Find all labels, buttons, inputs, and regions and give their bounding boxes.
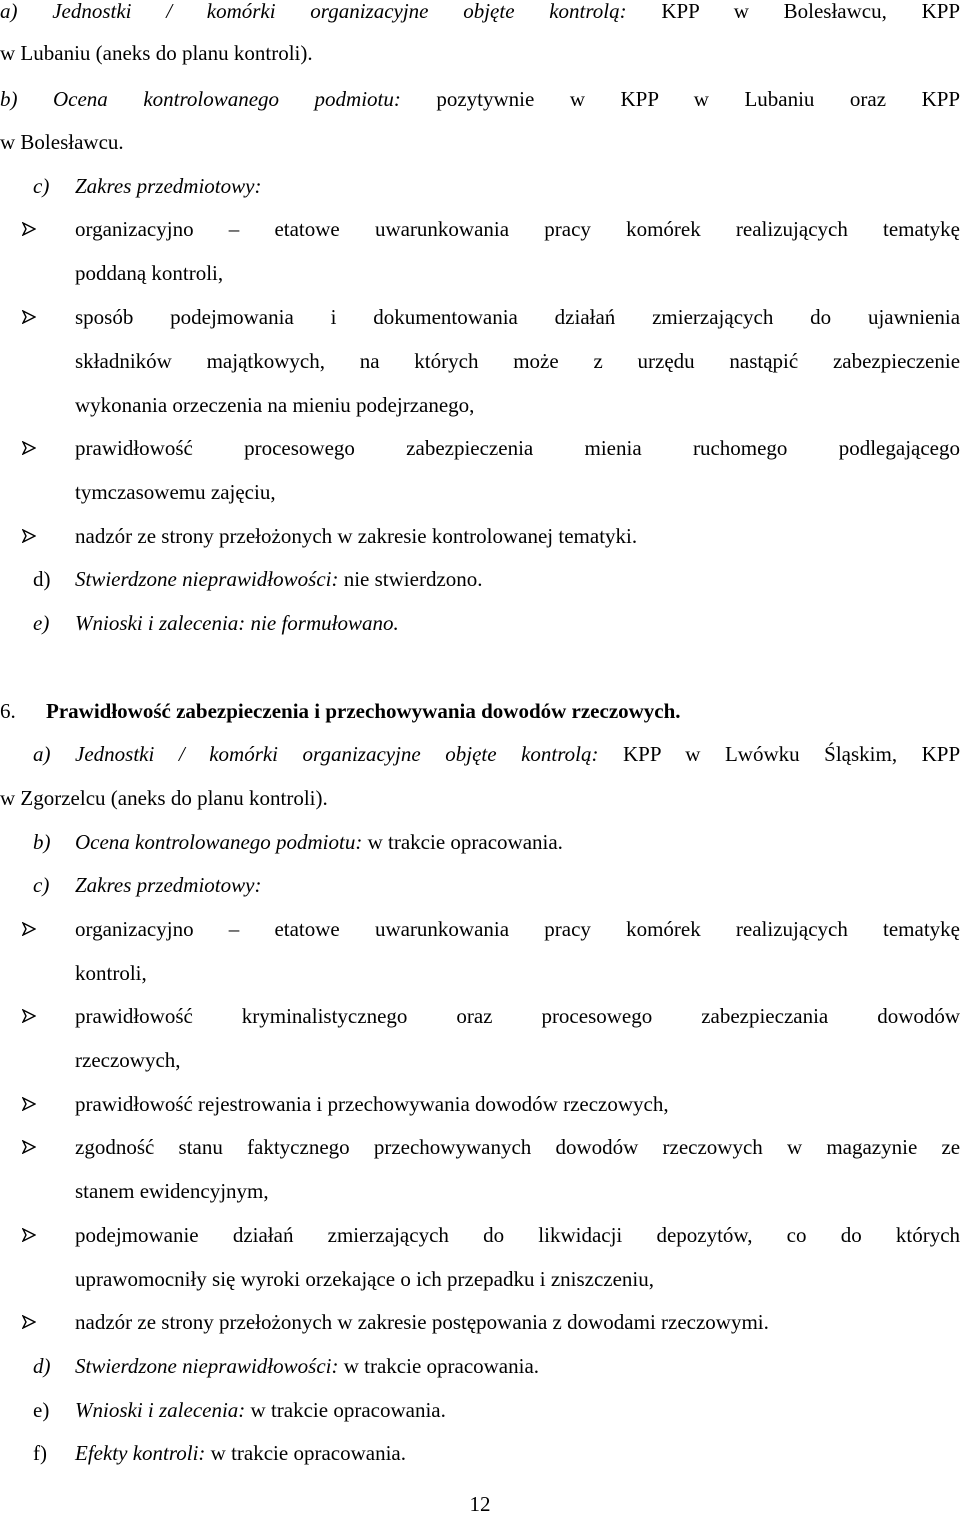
s6-c-heading: Zakres przedmiotowy: [75, 873, 262, 897]
s5-a-word: w [733, 0, 749, 23]
s5-a-word: Bolesławcu, [783, 0, 887, 23]
s5-b-word: kontrolowanego [143, 87, 280, 111]
word: oraz [456, 1004, 493, 1028]
s5-b-word: podmiotu: [314, 87, 401, 111]
s5-b-word: Ocena [53, 87, 108, 111]
word: zgodność [75, 1135, 155, 1159]
s5-c-heading: Zakres przedmiotowy: [75, 174, 262, 198]
s6-bullet-3-line-1: prawidłowość rejestrowania i przechowywania dowodów rzeczowych, [75, 1092, 669, 1116]
word: z [593, 349, 603, 373]
s6-a-cont: w Zgorzelcu (aneks do planu kontroli). [0, 786, 328, 810]
word: sposób [75, 305, 134, 329]
arrow-bullet-icon [22, 521, 52, 551]
s6-e-italic: Wnioski i zalecenia: [75, 1398, 246, 1422]
word: podejmowania [170, 305, 294, 329]
s6-e-label: e) [33, 1398, 50, 1422]
page-number: 12 [469, 1492, 491, 1516]
s6-b-rest: w trakcie opracowania. [362, 830, 563, 854]
word: których [895, 1223, 960, 1247]
word: etatowe [274, 217, 340, 241]
word: ruchomego [692, 436, 788, 460]
s5-a-word: KPP [921, 0, 960, 23]
s6-bullet-4-line-2: stanem ewidencyjnym, [75, 1179, 269, 1203]
s5-b-word: Lubaniu [744, 87, 815, 111]
word: dokumentowania [373, 305, 518, 329]
word: i [330, 305, 337, 329]
word: tematykę [883, 217, 960, 241]
s5-e-line [0, 608, 960, 638]
arrow-bullet-icon [22, 1220, 52, 1250]
s5-bullet-2-line-3: wykonania orzeczenia na mieniu podejrzanego, [75, 393, 475, 417]
word: zabezpieczania [701, 1004, 829, 1028]
word: rzeczowych [662, 1135, 763, 1159]
word: prawidłowość [75, 1004, 193, 1028]
word: likwidacji [538, 1223, 623, 1247]
word: w [685, 742, 701, 766]
s5-b-word: w [693, 87, 709, 111]
s5-e-label: e) [33, 611, 50, 635]
s6-d-italic: Stwierdzone nieprawidłowości: [75, 1354, 339, 1378]
word: realizujących [735, 917, 848, 941]
word: faktycznego [247, 1135, 350, 1159]
s6-e-line [0, 1395, 960, 1425]
s5-b-label: b) [0, 87, 18, 111]
word: komórki [209, 742, 279, 766]
s5-bullet-3-line-2: tymczasowemu zajęciu, [75, 480, 276, 504]
s6-f-rest: w trakcie opracowania. [205, 1441, 406, 1465]
word: – [228, 917, 240, 941]
word: prawidłowość [75, 436, 193, 460]
s5-b-cont: w Bolesławcu. [0, 130, 124, 154]
word: zabezpieczenie [832, 349, 960, 373]
arrow-bullet-icon [22, 1307, 52, 1337]
s5-a-word: Jednostki [52, 0, 132, 23]
s6-f-label: f) [33, 1441, 47, 1465]
word: komórek [626, 917, 701, 941]
s5-c-line [0, 171, 960, 201]
s5-a-word: kontrolą: [549, 0, 627, 23]
word: etatowe [274, 917, 340, 941]
s6-bullet-2-line-2: rzeczowych, [75, 1048, 181, 1072]
s5-d-italic: Stwierdzone nieprawidłowości: [75, 567, 339, 591]
word: KPP [921, 742, 960, 766]
s6-c-line [0, 870, 960, 900]
s5-e-italic: Wnioski i zalecenia: nie formułowano. [75, 611, 399, 635]
s6-bullet-4-line-1 [75, 1132, 960, 1162]
section-6-number: 6. [0, 699, 16, 723]
s6-f-italic: Efekty kontroli: [75, 1441, 206, 1465]
s6-d-rest: w trakcie opracowania. [338, 1354, 540, 1378]
word: do [810, 305, 832, 329]
word: kryminalistycznego [241, 1004, 408, 1028]
s5-b-word: oraz [849, 87, 887, 111]
word: dowodów [555, 1135, 639, 1159]
s6-d-label: d) [33, 1354, 51, 1378]
word: do [840, 1223, 862, 1247]
s6-e-rest: w trakcie opracowania. [245, 1398, 446, 1422]
word: – [228, 217, 240, 241]
word: na [359, 349, 380, 373]
s5-bullet-2-line-2 [75, 346, 960, 376]
s5-bullet-1-line-2: poddaną kontroli, [75, 261, 224, 285]
word: Śląskim, [824, 742, 898, 766]
word: magazynie [826, 1135, 918, 1159]
arrow-bullet-icon [22, 302, 52, 332]
word: ujawnienia [867, 305, 960, 329]
s5-b-word: KPP [620, 87, 659, 111]
word: organizacyjno [75, 917, 194, 941]
arrow-bullet-icon [22, 433, 52, 463]
word: KPP [623, 742, 661, 766]
arrow-bullet-icon [22, 914, 52, 944]
s6-a-line [33, 739, 960, 769]
word: majątkowych, [206, 349, 325, 373]
word: uwarunkowania [374, 217, 510, 241]
word: nastąpić [729, 349, 799, 373]
s5-a-word: KPP [661, 0, 700, 23]
s5-a-word: objęte [463, 0, 515, 23]
s6-bullet-5-line-2: uprawomocniły się wyroki orzekające o ich przepadku i zniszczeniu, [75, 1267, 655, 1291]
s5-d-line [0, 564, 960, 594]
s5-a-word: / [166, 0, 173, 23]
s5-d-label: d) [33, 567, 51, 591]
s5-bullet-2-line-1 [75, 302, 960, 332]
s6-d-line [0, 1351, 960, 1381]
s5-a-line [0, 0, 960, 26]
s6-c-label: c) [33, 873, 50, 897]
word: których [414, 349, 479, 373]
word: uwarunkowania [374, 917, 510, 941]
section-6-heading [0, 696, 960, 726]
word: zmierzających [327, 1223, 449, 1247]
word: kontrolą: [521, 742, 599, 766]
s6-bullet-5-line-1 [75, 1220, 960, 1250]
word: w [786, 1135, 803, 1159]
section-6-title: Prawidłowość zabezpieczenia i przechowywania dowodów rzeczowych. [46, 699, 681, 723]
word: procesowego [244, 436, 355, 460]
s6-b-line [0, 827, 960, 857]
s5-b-word: w [569, 87, 586, 111]
s5-bullet-3-line-1 [75, 433, 960, 463]
word: mienia [584, 436, 642, 460]
s5-b-line [0, 84, 960, 114]
s5-b-word: pozytywnie [436, 87, 535, 111]
s5-c-label: c) [33, 174, 50, 198]
s5-bullet-4-line-1: nadzór ze strony przełożonych w zakresie kontrolowanej tematyki. [75, 524, 638, 548]
s6-a-label: a) [33, 742, 51, 766]
s5-b-word: KPP [921, 87, 960, 111]
s5-a-cont: w Lubaniu (aneks do planu kontroli). [0, 41, 313, 65]
word: objęte [445, 742, 497, 766]
word: zabezpieczenia [406, 436, 534, 460]
word: Jednostki [75, 742, 155, 766]
arrow-bullet-icon [22, 1001, 52, 1031]
word: przechowywanych [373, 1135, 532, 1159]
word: Lwówku [724, 742, 800, 766]
s5-bullet-1-line-1 [75, 214, 960, 244]
word: urzędu [637, 349, 695, 373]
arrow-bullet-icon [22, 1089, 52, 1119]
word: co [786, 1223, 807, 1247]
s5-a-word: komórki [206, 0, 276, 23]
s6-b-italic: Ocena kontrolowanego podmiotu: [75, 830, 363, 854]
s5-a-word: organizacyjne [310, 0, 429, 23]
word: dowodów [877, 1004, 960, 1028]
word: depozytów, [656, 1223, 753, 1247]
s6-b-label: b) [33, 830, 51, 854]
word: realizujących [735, 217, 848, 241]
s6-bullet-6-line-1: nadzór ze strony przełożonych w zakresie postępowania z dowodami rzeczowymi. [75, 1310, 769, 1334]
s6-bullet-1-line-1 [75, 914, 960, 944]
word: składników [75, 349, 172, 373]
s6-bullet-2-line-1 [75, 1001, 960, 1031]
word: może [513, 349, 559, 373]
word: komórek [626, 217, 701, 241]
word: organizacyjno [75, 217, 194, 241]
s6-f-line [0, 1438, 960, 1468]
word: podejmowanie [75, 1223, 199, 1247]
word: stanu [178, 1135, 223, 1159]
word: zmierzających [652, 305, 774, 329]
word: / [178, 742, 185, 766]
word: pracy [544, 917, 591, 941]
word: pracy [544, 217, 591, 241]
word: do [483, 1223, 505, 1247]
word: procesowego [541, 1004, 653, 1028]
s6-bullet-1-line-2: kontroli, [75, 961, 147, 985]
word: działań [554, 305, 616, 329]
word: tematykę [883, 917, 960, 941]
word: organizacyjne [302, 742, 421, 766]
word: podlegającego [838, 436, 960, 460]
s5-a-label: a) [0, 0, 18, 23]
word: ze [941, 1135, 960, 1159]
arrow-bullet-icon [22, 214, 52, 244]
word: działań [232, 1223, 294, 1247]
arrow-bullet-icon [22, 1132, 52, 1162]
s5-d-rest: nie stwierdzono. [338, 567, 483, 591]
